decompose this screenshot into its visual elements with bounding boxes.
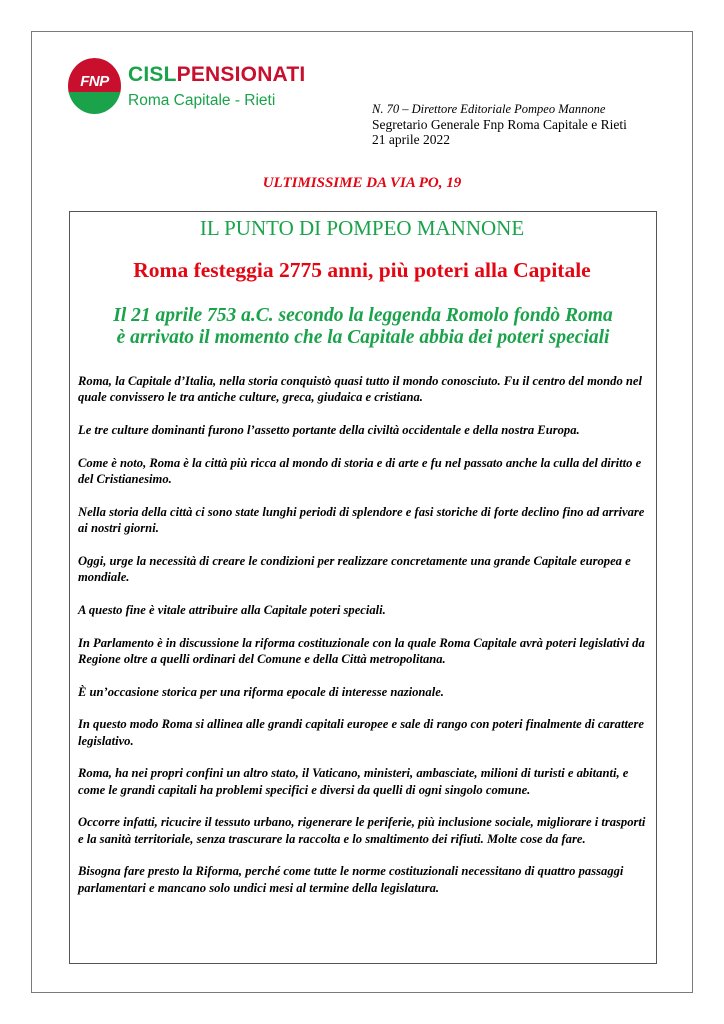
body-paragraph: Come è noto, Roma è la città più ricca al mondo di storia e di arte e fu nel passato anche la culla del diritto e del Cristianesimo. — [78, 455, 642, 486]
logo-pensionati: PENSIONATI — [176, 63, 306, 86]
article-body — [78, 373, 648, 912]
fnp-badge-icon — [68, 58, 121, 114]
body-paragraph: Oggi, urge la necessità di creare le condizioni per realizzare concretamente una grande Capitale europea e mondiale. — [78, 553, 631, 584]
masthead-meta — [372, 102, 627, 147]
subhead-line-1: Il 21 aprile 753 a.C. secondo la leggenda Romolo fondò Roma — [113, 305, 613, 326]
body-paragraph: È un’occasione storica per una riforma epocale di interesse nazionale. — [78, 684, 444, 699]
date-line: 21 aprile 2022 — [372, 132, 450, 147]
cisl-pensionati-logo — [68, 58, 323, 114]
body-paragraph: Nella storia della città ci sono state lunghi periodi di splendore e fasi storiche di forte declino fino ad arrivare ai nostri giorni. — [78, 504, 645, 535]
article-subhead — [70, 305, 656, 349]
body-paragraph: In questo modo Roma si allinea alle grandi capitali europee e sale di rango con poteri finalmente di carattere legislativo. — [78, 717, 645, 748]
body-paragraph: Bisogna fare presto la Riforma, perché come tutte le norme costituzionali necessitano di quattro passaggi parlamentari e mancano solo undici mesi al termine della legislatura. — [78, 864, 624, 895]
column-title: IL PUNTO DI POMPEO MANNONE — [199, 216, 525, 240]
fnp-badge-label: FNP — [80, 73, 109, 90]
secretary-line: Segretario Generale Fnp Roma Capitale e Rieti — [372, 117, 627, 132]
logo-title — [128, 63, 305, 87]
body-paragraph: Occorre infatti, ricucire il tessuto urbano, rigenerare le periferie, più inclusione sociale, migliorare i trasporti e la sanità territoriale, senza trascurare la raccolta e lo smaltimento dei rifiuti. Molte cose da fare. — [78, 815, 646, 846]
body-paragraph: Roma, ha nei propri confini un altro stato, il Vaticano, ministeri, ambasciate, milioni di turisti e abitanti, e come le grandi capitali ha problemi specifici e diversi da quelli di ogni singolo comune. — [78, 766, 629, 797]
section-kicker: ULTIMISSIME DA VIA PO, 19 — [262, 175, 462, 191]
article-headline: Roma festeggia 2775 anni, più poteri alla Capitale — [133, 258, 591, 282]
issue-line: N. 70 – Direttore Editoriale Pompeo Mannone — [372, 102, 606, 116]
logo-cisl: CISL — [128, 63, 177, 86]
body-paragraph: In Parlamento è in discussione la riforma costituzionale con la quale Roma Capitale avrà poteri legislativi da Regione oltre a quelli ordinari del Comune e della Città metropolitana. — [78, 635, 645, 666]
body-paragraph: Roma, la Capitale d’Italia, nella storia conquistò quasi tutto il mondo conosciuto. Fu il centro del mondo nel quale convissero le tra antiche culture, greca, giudaica e cristiana. — [78, 374, 642, 405]
subhead-line-2: è arrivato il momento che la Capitale abbia dei poteri speciali — [116, 327, 610, 348]
logo-subtitle: Roma Capitale - Rieti — [128, 92, 276, 109]
body-paragraph: A questo fine è vitale attribuire alla Capitale poteri speciali. — [78, 602, 386, 617]
body-paragraph: Le tre culture dominanti furono l’assetto portante della civiltà occidentale e della nostra Europa. — [78, 423, 580, 437]
